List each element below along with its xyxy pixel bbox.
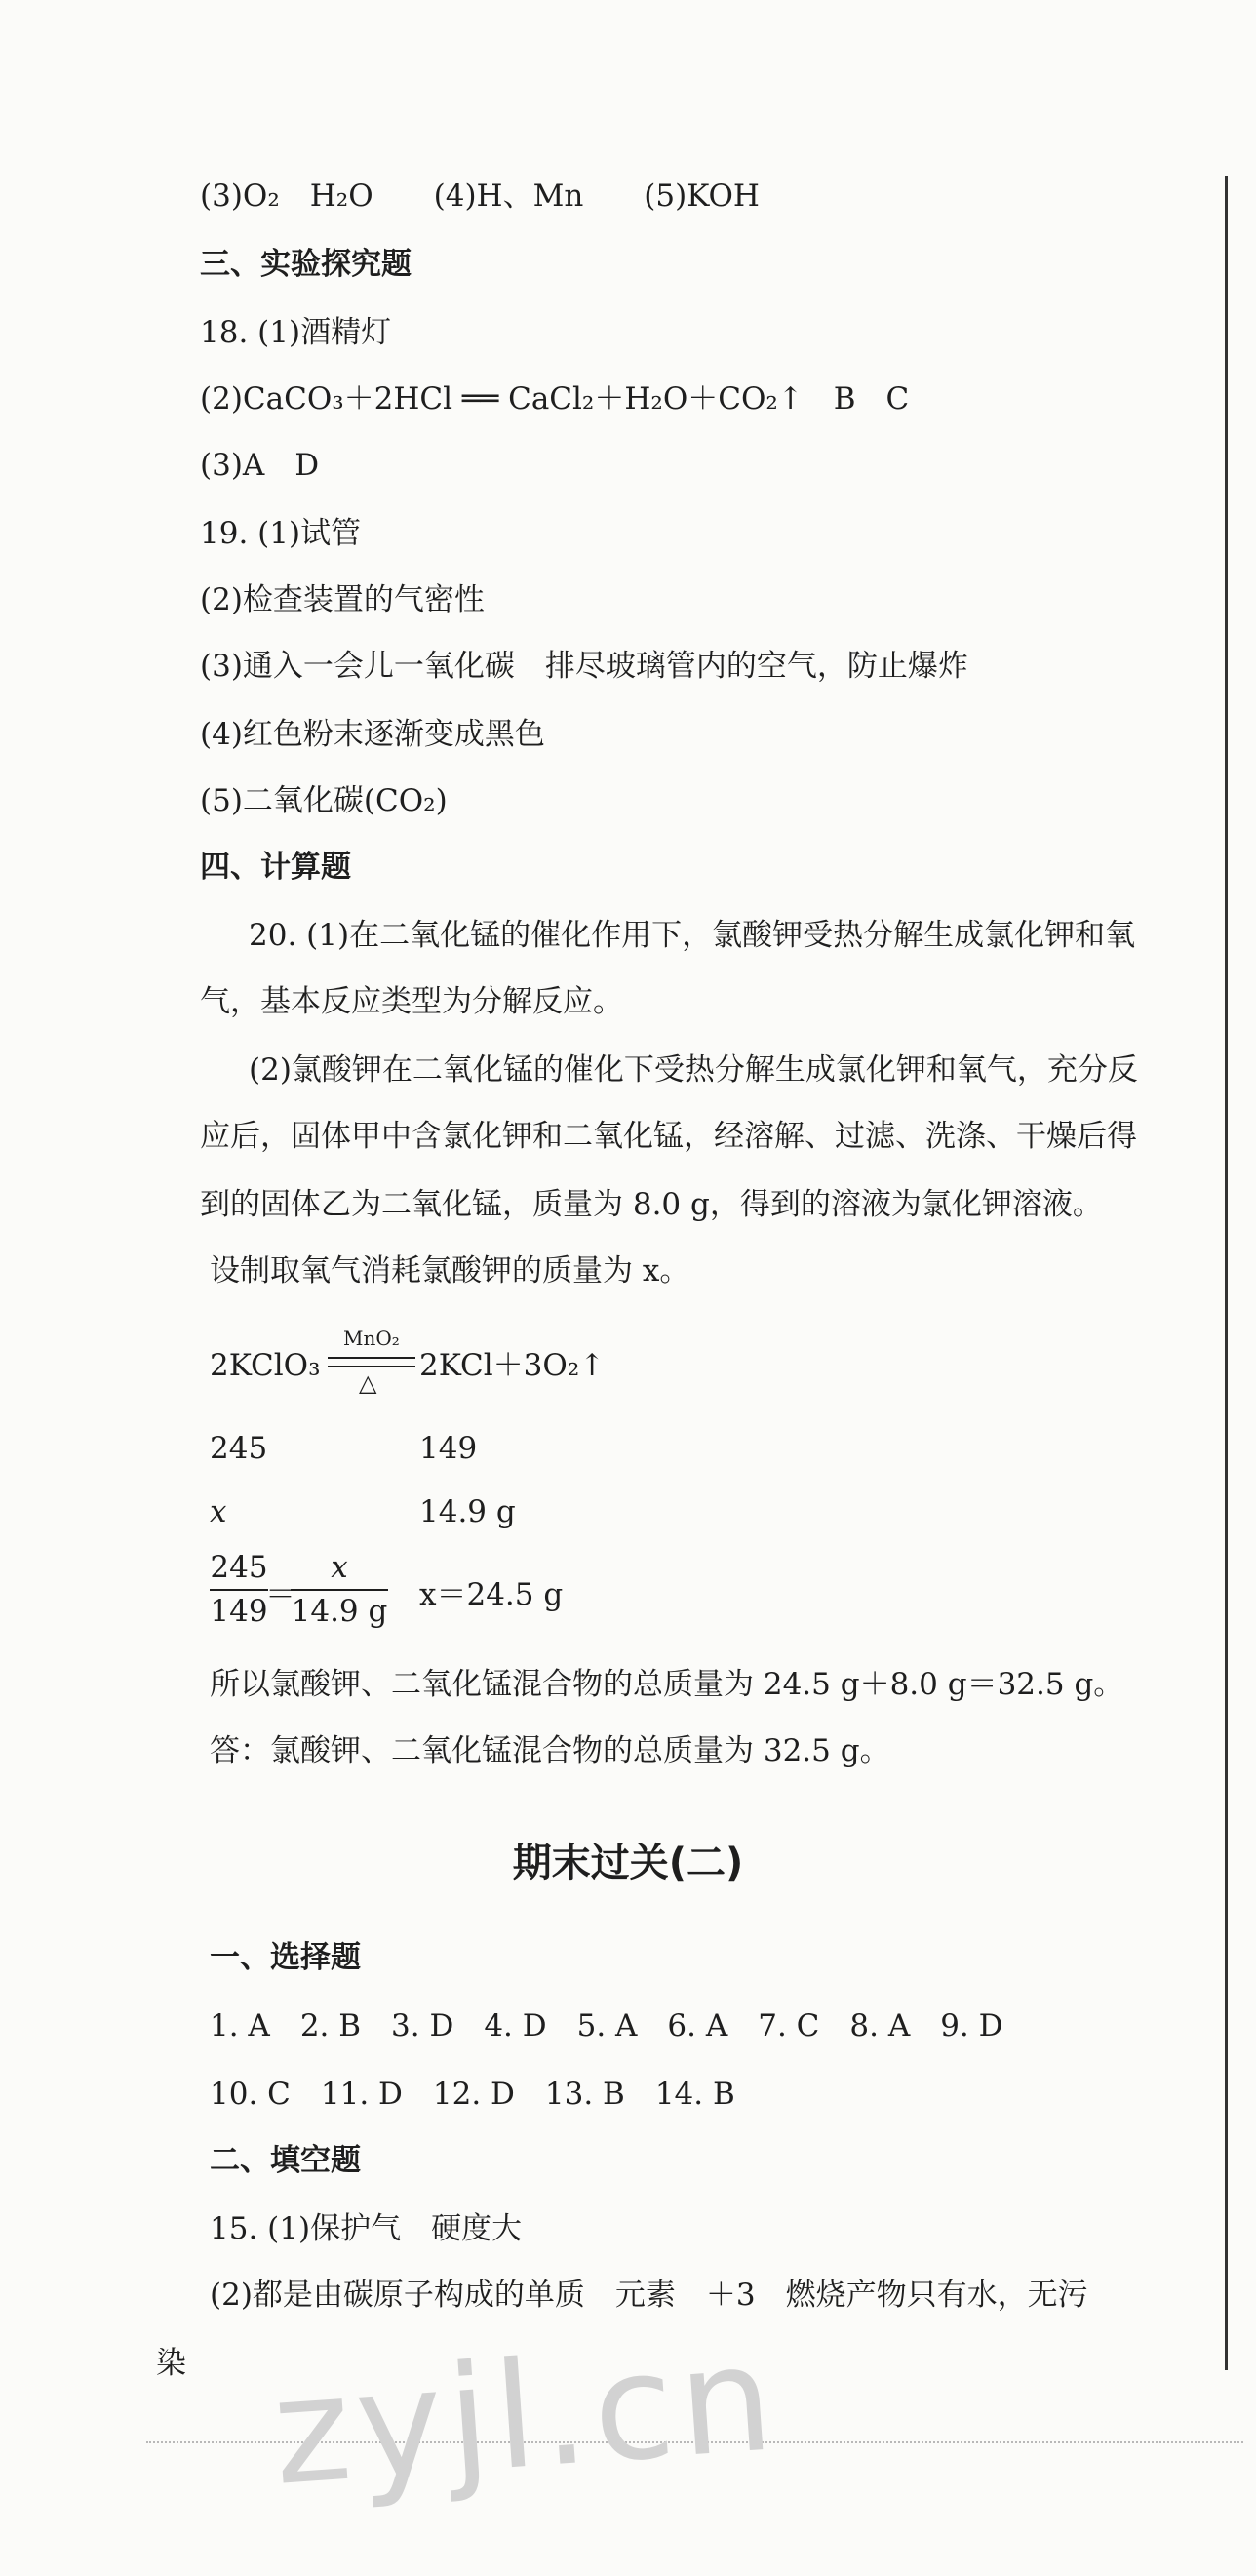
section-heading-calculation: 四、计算题	[200, 850, 351, 885]
section-title: 期末过关(二)	[512, 1841, 744, 1885]
reaction-double-bar	[328, 1357, 415, 1367]
q18-part1: 18. (1)酒精灯	[200, 315, 392, 350]
kcl-mass: 14.9 g	[419, 1494, 516, 1529]
watermark-logo: zyjl.cn	[267, 2314, 784, 2518]
q20-part2-line2: 应后，固体甲中含氯化钾和二氧化锰，经溶解、过滤、洗涤、干燥后得	[200, 1119, 1137, 1154]
q20-total-mass: 所以氯酸钾、二氧化锰混合物的总质量为 24.5 g＋8.0 g＝32.5 g。	[210, 1667, 1124, 1702]
molar-mass-kclo3: 245	[210, 1431, 268, 1466]
catalyst-label: MnO₂	[343, 1327, 400, 1350]
unknown-mass: x	[210, 1494, 227, 1529]
choice-answers-row2: 10. C 11. D 12. D 13. B 14. B	[210, 2077, 735, 2112]
fraction-denominator: 149	[210, 1594, 268, 1629]
ratio-fraction-right	[291, 1550, 388, 1629]
q18-part3: (3)A D	[200, 448, 320, 483]
q15-part2-line1: (2)都是由碳原子构成的单质 元素 ＋3 燃烧产物只有水，无污	[210, 2278, 1088, 2313]
right-margin-rule	[1225, 176, 1228, 2370]
q19-part5: (5)二氧化碳(CO₂)	[200, 783, 448, 818]
solution-result: x＝24.5 g	[419, 1577, 564, 1612]
q20-part1-line2: 气，基本反应类型为分解反应。	[200, 984, 623, 1019]
q19-part1: 19. (1)试管	[200, 516, 362, 551]
section-heading-fill: 二、填空题	[210, 2143, 361, 2178]
q20-setup: 设制取氧气消耗氯酸钾的质量为 x。	[210, 1253, 690, 1288]
molar-mass-kcl: 149	[419, 1431, 478, 1466]
ratio-fraction-left	[210, 1550, 268, 1629]
equation-reactant: 2KClO₃	[210, 1348, 321, 1383]
equation-products: 2KCl＋3O₂↑	[419, 1348, 606, 1383]
q20-part1-line1: 20. (1)在二氧化锰的催化作用下，氯酸钾受热分解生成氯化钾和氧	[249, 918, 1136, 953]
q20-answer: 答：氯酸钾、二氧化锰混合物的总质量为 32.5 g。	[210, 1733, 890, 1768]
section-heading-choice: 一、选择题	[210, 1940, 361, 1975]
q15-part2-line2: 染	[156, 2346, 186, 2381]
fraction-denominator: 14.9 g	[291, 1594, 388, 1629]
heat-symbol: △	[359, 1369, 377, 1397]
answer-line-3: (3)O₂ H₂O (4)H、Mn (5)KOH	[200, 178, 760, 214]
q18-part2-equation: (2)CaCO₃＋2HCl ══ CaCl₂＋H₂O＋CO₂↑ B C	[200, 381, 910, 416]
q19-part2: (2)检查装置的气密性	[200, 582, 485, 617]
q19-part3: (3)通入一会儿一氧化碳 排尽玻璃管内的空气，防止爆炸	[200, 649, 968, 684]
q15-part1: 15. (1)保护气 硬度大	[210, 2211, 523, 2246]
q20-part2-line1: (2)氯酸钾在二氧化锰的催化下受热分解生成氯化钾和氧气，充分反	[249, 1052, 1138, 1088]
equals-sign: ＝	[265, 1577, 295, 1612]
fraction-numerator: 245	[210, 1550, 268, 1585]
fraction-numerator: x	[331, 1550, 348, 1585]
q20-part2-line3: 到的固体乙为二氧化锰，质量为 8.0 g，得到的溶液为氯化钾溶液。	[200, 1187, 1103, 1222]
choice-answers-row1: 1. A 2. B 3. D 4. D 5. A 6. A 7. C 8. A 9. D	[210, 2008, 1003, 2043]
section-heading-experiment: 三、实验探究题	[200, 247, 412, 282]
q19-part4: (4)红色粉末逐渐变成黑色	[200, 717, 545, 752]
